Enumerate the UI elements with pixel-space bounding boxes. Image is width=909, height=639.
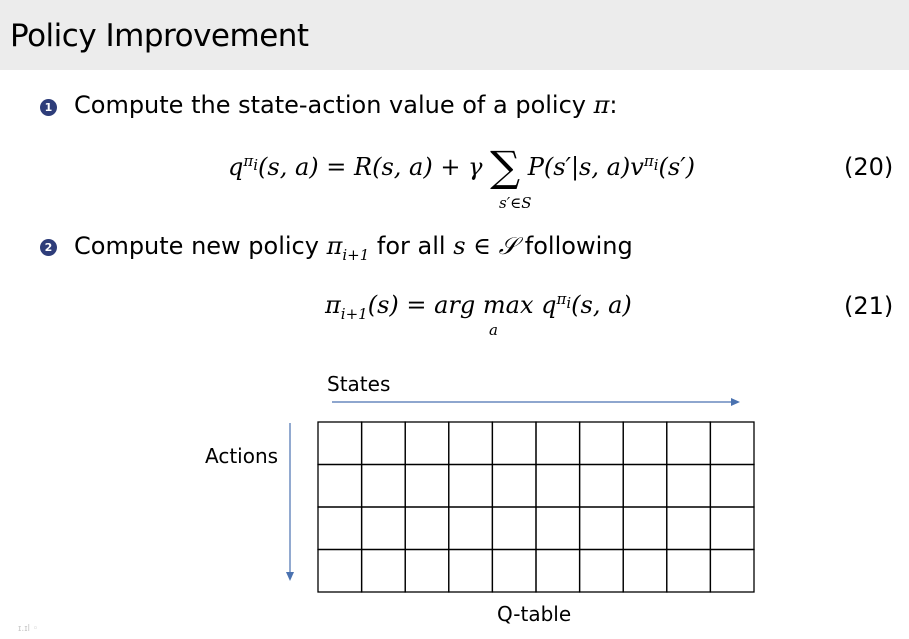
summation-icon: ∑ xyxy=(490,142,521,191)
q-table-cell xyxy=(580,422,624,465)
q-table-cell xyxy=(536,550,580,593)
bullet-2-icon: 2 xyxy=(40,239,57,256)
q-table-cell xyxy=(318,465,362,508)
equation-21-number: (21) xyxy=(844,292,894,320)
bullet-1-icon: 1 xyxy=(40,99,57,116)
q-table-cell xyxy=(580,465,624,508)
q-table-cell xyxy=(362,422,406,465)
q-table-cell xyxy=(318,422,362,465)
equation-20: $q^{\pi_i}(s$, a) = R(s, a) + γ ∑ P(s′|s, $a)v^{\pi_i}(s')$ xyxy=(228,142,696,191)
q-table-caption: Q-table xyxy=(497,602,572,626)
q-table-cell xyxy=(405,422,449,465)
equation-20-sum-range: s′∈S xyxy=(499,194,532,212)
q-table-cell xyxy=(667,422,711,465)
q-table-cell xyxy=(710,507,754,550)
q-table-cell xyxy=(710,550,754,593)
q-table-cell xyxy=(449,507,493,550)
equation-20-number: (20) xyxy=(844,153,894,181)
q-table-cell xyxy=(536,465,580,508)
q-table-cell xyxy=(492,422,536,465)
q-table-cell xyxy=(710,465,754,508)
q-table-cell xyxy=(449,465,493,508)
q-table-cell xyxy=(710,422,754,465)
item-2-text: Compute new policy $\pi_{i+1}$ for all s ∈ 𝒮 following xyxy=(74,232,633,264)
q-table-cell xyxy=(667,465,711,508)
states-arrow-head-icon xyxy=(731,398,740,406)
q-table-cell xyxy=(580,507,624,550)
watermark-text: ɪ.ɪl ◦ xyxy=(18,624,39,634)
q-table-cell xyxy=(580,550,624,593)
q-table-cell xyxy=(318,550,362,593)
q-table-cell xyxy=(623,507,667,550)
q-table-cell xyxy=(362,465,406,508)
q-table-cell xyxy=(405,465,449,508)
q-table-cell xyxy=(405,507,449,550)
q-table-cell xyxy=(536,507,580,550)
q-table-cell xyxy=(623,550,667,593)
q-table-cell xyxy=(318,507,362,550)
equation-21-argmax-var: a xyxy=(489,321,498,339)
actions-label: Actions xyxy=(205,444,279,468)
actions-arrow-head-icon xyxy=(286,572,294,581)
q-table-cell xyxy=(362,550,406,593)
q-table-cell xyxy=(362,507,406,550)
q-table-cell xyxy=(623,465,667,508)
q-table-cell xyxy=(492,465,536,508)
q-table-cell xyxy=(492,507,536,550)
q-table-cell xyxy=(667,550,711,593)
q-table-cell xyxy=(405,550,449,593)
slide-title: Policy Improvement xyxy=(10,18,309,54)
q-table-cell xyxy=(623,422,667,465)
q-table-cell xyxy=(536,422,580,465)
item-1-lead: Compute the state-action value of a policy xyxy=(74,91,594,119)
q-table-cell xyxy=(449,422,493,465)
equation-21: $\pi_{i+1}(s)$ = arg $\max q^{\pi_i}(s$, a) xyxy=(325,290,632,323)
states-label: States xyxy=(327,372,391,396)
q-table-grid xyxy=(318,422,754,592)
item-1-tail: : xyxy=(609,91,618,119)
q-table-cell xyxy=(492,550,536,593)
item-1-symbol: π xyxy=(593,91,610,119)
q-table-cell xyxy=(449,550,493,593)
q-table-cell xyxy=(667,507,711,550)
